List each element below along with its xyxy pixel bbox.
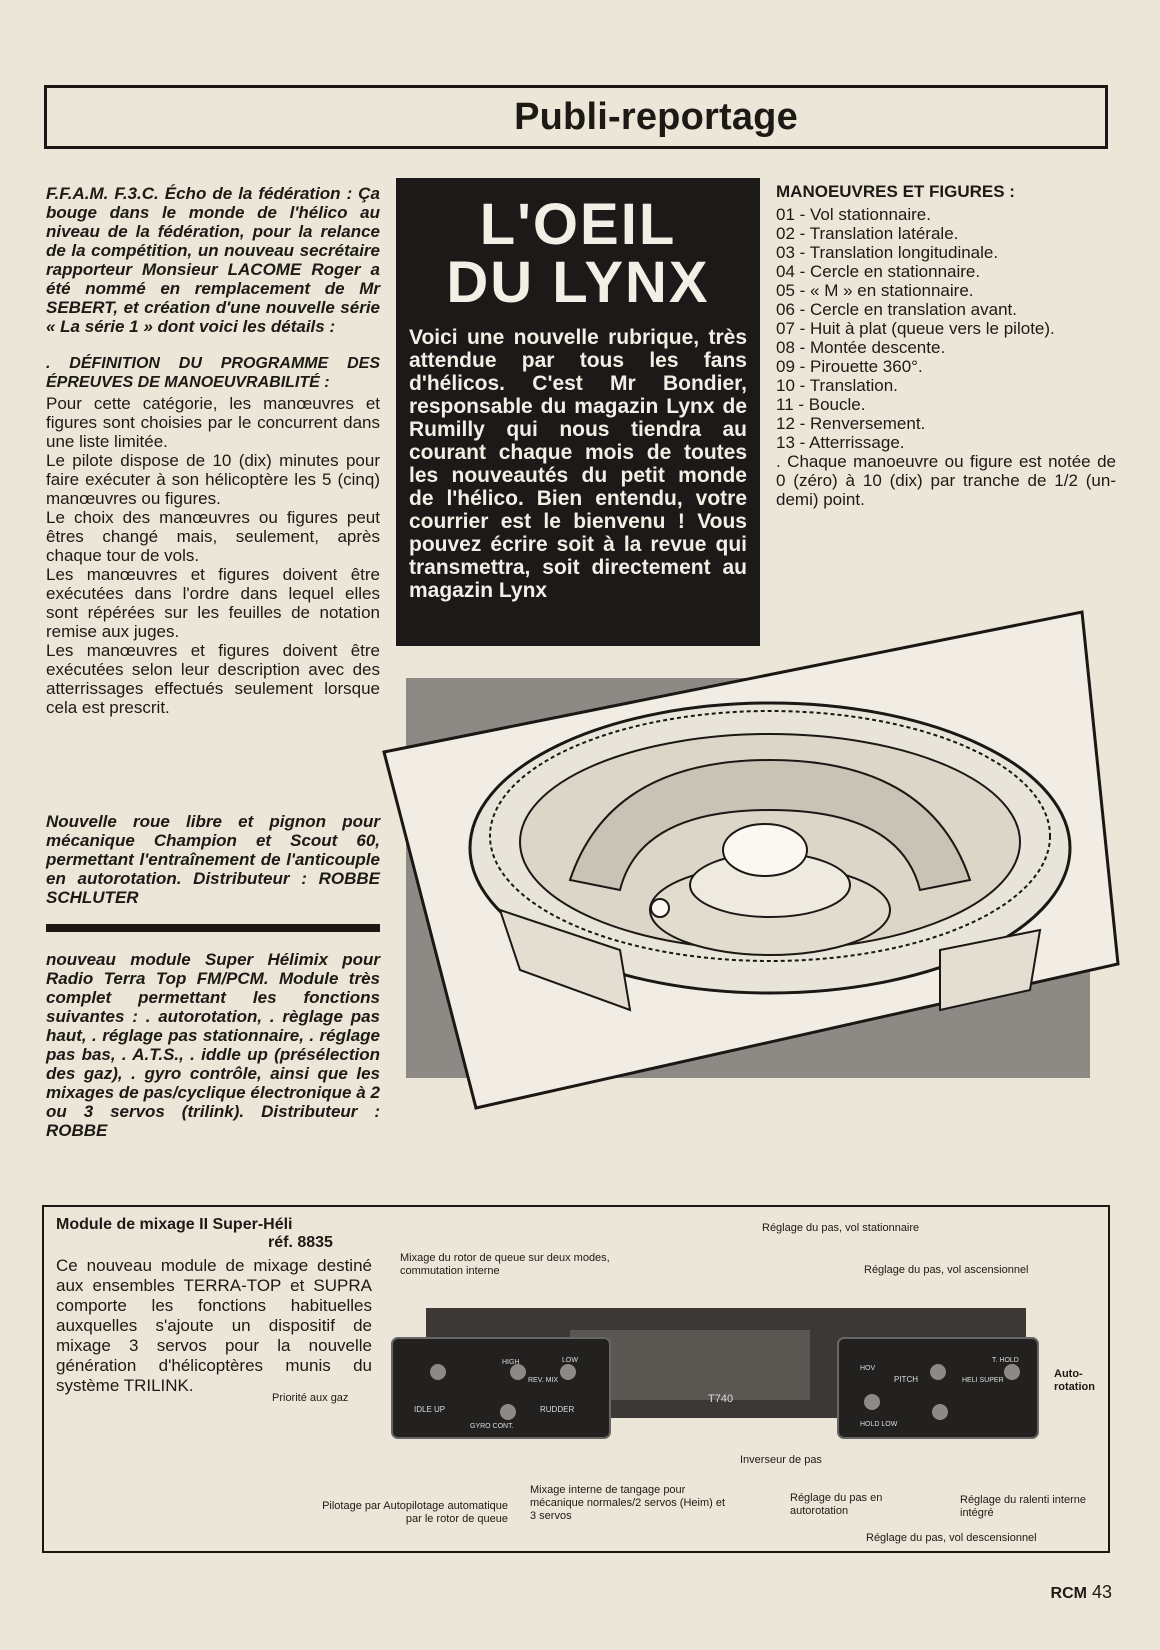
module-photo [390,1290,1050,1470]
helimix-text: nouveau module Super Hélimix pour Radio Terra Top FM/PCM. Module très complet permettant les fonctions suivantes : . autorotation, . règlage pas haut, . réglage pas stationnaire, . réglage pas bas, . A.T.S., . iddle up (présélection des gaz), . gyro contrôle, ainsi que les mixages de pas/cyclique électronique à 2 ou 3 servos (trilink). Distributeur : ROBBE [46,950,380,1140]
screw-icon [651,899,669,917]
definition-paragraph: Le choix des manœuvres ou figures peut êtres changé mais, seulement, après chaque tour de vols. [46,508,380,565]
maneuver-item: 01 - Vol stationnaire. [776,205,931,224]
section-divider [46,924,380,932]
panel-label-rev-mix: REV. MIX [528,1377,559,1384]
knob-icon [560,1364,576,1380]
panel-label-heli-super: HELI SUPER [962,1377,1004,1384]
panel-label-high: HIGH [502,1359,520,1366]
lynx-box [396,178,760,646]
definition-paragraph: Pour cette catégorie, les manœuvres et figures sont choisies par le concurrent dans une liste limitée. [46,394,380,451]
maneuver-item: 10 - Translation. [776,376,898,395]
definition-paragraph: Le pilote dispose de 10 (dix) minutes pour faire exécuter à son hélicoptère les 5 (cinq) manœuvres ou figures. [46,451,380,508]
page-title: Publi-reportage [514,95,798,138]
knob-icon [500,1404,516,1420]
knob-icon [1004,1364,1020,1380]
lynx-title-line1: L'OEIL [479,192,677,257]
module-drawing [390,1290,1050,1470]
gear-illustration [380,610,1120,1170]
panel-label-low: LOW [562,1357,578,1364]
knob-icon [864,1394,880,1410]
annotation-pas-ascensionnel: Réglage du pas, vol ascensionnel [864,1264,1029,1276]
definition-heading: . DÉFINITION DU PROGRAMME DES ÉPREUVES DE MANOEUVRABILITÉ : [46,355,380,391]
maneuver-item: 12 - Renversement. [776,414,926,433]
annotation-tangage: Mixage interne de tangage pour mécanique normales/2 servos (Heim) et 3 servos [530,1484,726,1522]
annotation-priorite-gaz: Priorité aux gaz [272,1392,349,1404]
hub-top [723,824,807,876]
maneuver-item: 08 - Montée descente. [776,338,946,357]
panel-label-hold-low: HOLD LOW [860,1421,898,1428]
helimix-block [46,950,380,1140]
panel-label-pitch: PITCH [894,1375,918,1384]
page-footer [1051,1582,1112,1603]
panel-label-t740: T740 [708,1393,734,1405]
panel-label-idle-up: IDLE UP [414,1405,446,1414]
definition-paragraph: Les manœuvres et figures doivent être exécutées selon leur description avec des atterrissages effectués seulement lorsque cela est prescrit. [46,641,380,717]
lynx-body: Voici une nouvelle rubrique, très attendue par tous les fans d'hélicos. C'est Mr Bondier, responsable du magazin Lynx de Rumilly qui nous tiendra au courant chaque mois de toutes les nouveautés du petit monde de l'hélico. Bien entendu, votre courrier est le bienvenu ! Vous pouvez écrire soit à la revue qui transmettra, soit directement au magazin Lynx [409,326,747,602]
knob-icon [510,1364,526,1380]
panel-label-rudder: RUDDER [540,1405,575,1414]
annotation-autorotation: Auto-rotation [1054,1368,1095,1393]
annotation-pas-stationnaire: Réglage du pas, vol stationnaire [762,1222,920,1234]
maneuver-item: 03 - Translation longitudinale. [776,243,999,262]
maneuver-item: 05 - « M » en stationnaire. [776,281,974,300]
annotation-inverseur: Inverseur de pas [740,1454,822,1466]
lynx-title [409,192,747,315]
knob-icon [430,1364,446,1380]
module-description: Ce nouveau module de mixage destiné aux ensembles TERRA-TOP et SUPRA comporte les fonctions habituelles auxquelles s'ajoute un dispositif de mixage 3 servos pour la nouvelle génération d'hélicoptères munis du système TRILINK. [56,1256,372,1395]
page-number: 43 [1091,1582,1112,1602]
definition-paragraph: Les manœuvres et figures doivent être exécutées dans l'ordre dans lequel elles sont répérées sur les feuilles de notation remise aux juges. [46,565,380,641]
panel-label-gyro-cont: GYRO CONT. [470,1423,514,1430]
roue-libre-text: Nouvelle roue libre et pignon pour mécanique Champion et Scout 60, permettant l'entraînement de l'anticouple en autorotation. Distributeur : ROBBE SCHLUTER [46,812,380,907]
left-column [46,184,380,717]
maneuvers-heading: MANOEUVRES ET FIGURES : [776,182,1015,201]
ffam-intro: F.F.A.M. F.3.C. Écho de la fédération : Ça bouge dans le monde de l'hélico au niveau de la fédération, pour la relance de la compétition, un nouveau secrétaire rapporteur Monsieur LACOME Roger a été nommé en remplacement de Mr SEBERT, et création d'une nouvelle série « La série 1 » dont voici les détails : [46,184,380,336]
roue-libre-block [46,812,380,907]
maneuvers-list [776,182,1116,509]
annotation-pas-descensionnel: Réglage du pas, vol descensionnel [866,1532,1037,1544]
maneuver-item: 06 - Cercle en translation avant. [776,300,1017,319]
annotation-pas-autorotation: Réglage du pas en autorotation [790,1492,883,1517]
maneuvers-note: . Chaque manoeuvre ou figure est notée de 0 (zéro) à 10 (dix) par tranche de 1/2 (un-demi) point. [776,452,1116,509]
annotation-pilotage: Pilotage par Autopilotage automatique par le rotor de queue [322,1500,508,1525]
definition-text [46,394,380,717]
maneuver-item: 04 - Cercle en stationnaire. [776,262,981,281]
maneuver-item: 07 - Huit à plat (queue vers le pilote). [776,319,1055,338]
knob-icon [930,1364,946,1380]
maneuver-item: 09 - Pirouette 360°. [776,357,923,376]
maneuver-item: 02 - Translation latérale. [776,224,959,243]
section-header [44,85,1108,149]
maneuver-item: 13 - Atterrissage. [776,433,905,452]
module-ref: réf. 8835 [268,1234,333,1251]
annotation-rotor-queue: Mixage du rotor de queue sur deux modes, commutation interne [400,1252,610,1277]
magazine-name: RCM [1050,1585,1087,1602]
annotation-ralenti: Réglage du ralenti interne intégré [960,1494,1086,1519]
module-title: Module de mixage II Super-Héli [56,1216,293,1233]
maneuver-item: 11 - Boucle. [776,395,866,414]
gear-drawing [380,610,1120,1170]
panel-label-t-hold: T. HOLD [992,1357,1019,1364]
panel-label-hov: HOV [860,1365,876,1372]
knob-icon [932,1404,948,1420]
lynx-title-line2: DU LYNX [446,250,710,315]
